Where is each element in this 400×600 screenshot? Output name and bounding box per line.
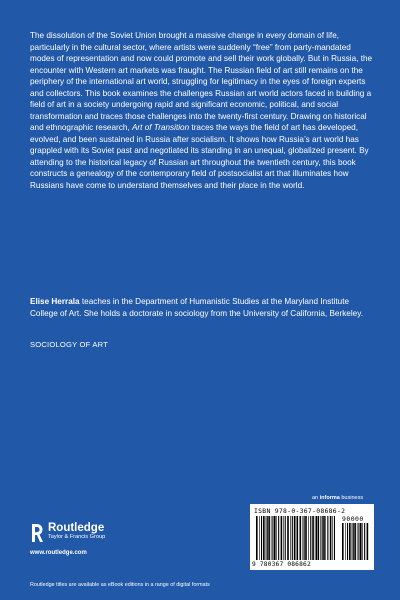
author-bio-text: teaches in the Department of Humanistic Studies at the Maryland Institute College of Art. She holds a doctorate in sociology from the University of California, Berkeley. (30, 297, 363, 318)
publisher-url: www.routledge.com (30, 550, 87, 556)
barcode-bar (292, 516, 293, 560)
barcode-bar (367, 523, 369, 560)
barcode-bar (287, 516, 289, 560)
barcode-bar (357, 523, 358, 560)
barcode-bar (330, 516, 332, 560)
author-bio (30, 296, 376, 319)
barcode-bar (290, 516, 291, 560)
blurb-text-part1: The dissolution of the Soviet Union brought a massive change in every domain of life, particularly in the cultural sector, where artists were suddenly “free” from party-mandated modes of representation and now could promote and sell their work globally. But in Russia, the encounter with Western art markets was fraught. The Russian field of art still remains on the periphery of the international art world, struggling for legitimacy in the eyes of foreign experts and collectors. This book examines the challenges Russian art world actors faced in building a field of art in a society undergoing rapid and significant economic, political, and social transformation and traces those challenges into the twenty-first century. Drawing on historical and ethnographic research, (30, 31, 373, 132)
barcode-bar (354, 523, 356, 560)
barcode-bar (323, 516, 325, 560)
barcode-bar (261, 516, 262, 560)
informa-business-tag (312, 495, 363, 501)
barcode-bar (296, 516, 297, 560)
barcode-bar (352, 523, 353, 560)
barcode-bar (300, 516, 302, 560)
back-cover-blurb (30, 30, 376, 191)
publisher-group: Taylor & Francis Group (48, 534, 106, 540)
isbn-barcode (250, 504, 374, 570)
barcode-bar (263, 516, 265, 560)
barcode-bar (316, 516, 317, 560)
informa-suffix: business (339, 495, 364, 501)
routledge-wordmark (48, 522, 105, 541)
barcode-bar (345, 523, 346, 560)
routledge-r-icon (30, 522, 44, 544)
barcode-digits: 9 780367 086862 (252, 561, 311, 568)
barcode-bars (256, 516, 336, 560)
ebook-footnote: Routledge titles are available as eBook editions in a range of digital formats (30, 582, 210, 588)
barcode-bar (285, 516, 286, 560)
barcode-bar (312, 516, 314, 560)
barcode-bar (274, 516, 276, 560)
barcode-bar (268, 516, 270, 560)
barcode-bar (353, 523, 354, 560)
barcode-bar (322, 516, 323, 560)
barcode-addon-number: 90000 (342, 515, 364, 523)
barcode-bar (266, 516, 267, 560)
publisher-name: Routledge (48, 522, 105, 534)
barcode-bar (310, 516, 311, 560)
series-name: SOCIOLOGY OF ART (30, 340, 109, 349)
barcode-bar (320, 516, 321, 560)
isbn-text: ISBN 978-0-367-08686-2 (254, 507, 346, 515)
barcode-bar (364, 523, 365, 560)
barcode-bar (360, 523, 362, 560)
barcode-bar (272, 516, 273, 560)
informa-prefix: an (312, 495, 320, 501)
barcode-bar (305, 516, 307, 560)
barcode-bar (271, 516, 272, 560)
barcode-bar (297, 516, 298, 560)
barcode-bar (327, 516, 328, 560)
routledge-logo (30, 522, 105, 544)
barcode-bar (283, 516, 284, 560)
barcode-addon-bars (342, 523, 370, 560)
blurb-text-part2: traces the ways the field of art has developed, evolved, and been sustained in Russia after socialism. It shows how Russia’s art world has grappled with its Soviet past and negotiated its standing in an unequal, globalized present. By attending to the historical legacy of Russian art throughout the twentieth century, this book constructs a genealogy of the contemporary field of postsocialist art that illuminates how Russians have come to understand themselves and their place in the world. (30, 123, 369, 190)
barcode-bar (259, 516, 260, 560)
barcode-bar (315, 516, 316, 560)
barcode-bar (362, 523, 363, 560)
barcode-bar (281, 516, 283, 560)
barcode-bar (267, 516, 268, 560)
barcode-bar (303, 516, 304, 560)
barcode-bar (342, 523, 344, 560)
barcode-bar (347, 523, 348, 560)
barcode-bar (332, 516, 333, 560)
informa-brand: informa (319, 495, 340, 501)
barcode-bar (256, 516, 258, 560)
barcode-bar (325, 516, 326, 560)
barcode-bar (334, 516, 335, 560)
barcode-bar (304, 516, 305, 560)
barcode-bar (294, 516, 296, 560)
barcode-bar (308, 516, 309, 560)
barcode-bar (276, 516, 277, 560)
author-name: Elise Herrala (30, 297, 80, 306)
barcode-bar (318, 516, 320, 560)
book-title-italic: Art of Transition (131, 123, 190, 132)
barcode-bar (349, 523, 351, 560)
barcode-bar (358, 523, 359, 560)
barcode-bar (278, 516, 279, 560)
